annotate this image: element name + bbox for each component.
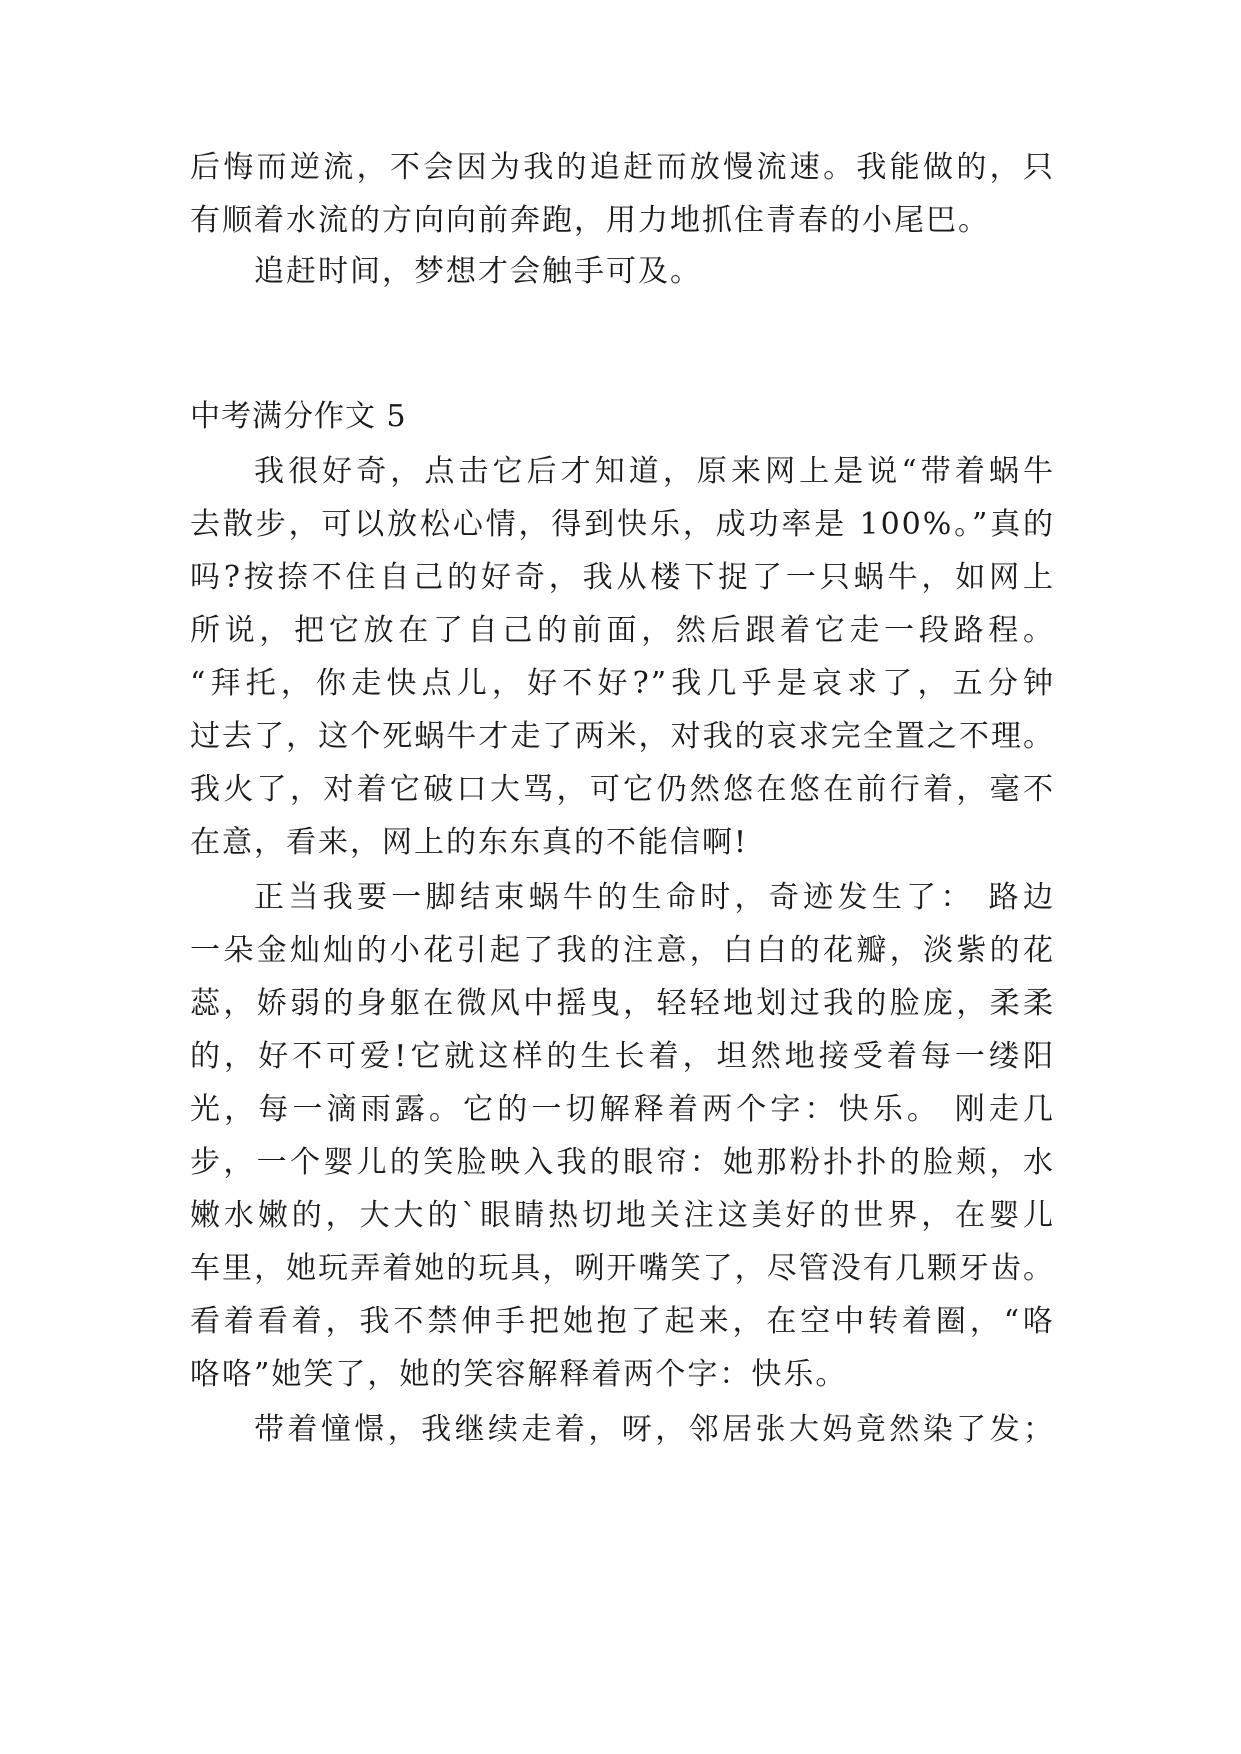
p3-line-1: 带着憧憬，我继续走着，呀，邻居张大妈竟然染了发； <box>254 1412 1055 1447</box>
p2-line-6: 步，一个婴儿的笑脸映入我的眼帘：她那粉扑扑的脸颊，水 <box>190 1145 1055 1180</box>
p1-line-3: 吗?按捺不住自己的好奇，我从楼下捉了一只蜗牛，如网上 <box>190 560 1055 595</box>
intro-line-1: 后悔而逆流，不会因为我的追赶而放慢流速。我能做的，只 <box>190 150 1055 185</box>
p2-line-2: 一朵金灿灿的小花引起了我的注意，白白的花瓣，淡紫的花 <box>190 933 1055 968</box>
p2-line-3: 蕊，娇弱的身躯在微风中摇曳，轻轻地划过我的脸庞，柔柔 <box>190 986 1055 1021</box>
p1-line-6: 过去了，这个死蜗牛才走了两米，对我的哀求完全置之不理。 <box>190 719 1055 754</box>
p2-line-9: 看着看着，我不禁伸手把她抱了起来，在空中转着圈，“咯 <box>190 1304 1055 1339</box>
p2-line-7: 嫩水嫩的，大大的`眼睛热切地关注这美好的世界，在婴儿 <box>190 1198 1055 1233</box>
essay-title: 中考满分作文 5 <box>190 399 407 434</box>
p1-line-4: 所说，把它放在了自己的前面，然后跟着它走一段路程。 <box>190 613 1055 648</box>
intro-line-2: 有顺着水流的方向向前奔跑，用力地抓住青春的小尾巴。 <box>190 203 990 238</box>
p1-line-2: 去散步，可以放松心情，得到快乐，成功率是 100%。”真的 <box>190 507 1055 542</box>
p2-line-4: 的，好不可爱!它就这样的生长着，坦然地接受着每一缕阳 <box>190 1039 1055 1074</box>
p2-line-10: 咯咯”她笑了，她的笑容解释着两个字：快乐。 <box>190 1357 848 1392</box>
p2-line-8: 车里，她玩弄着她的玩具，咧开嘴笑了，尽管没有几颗牙齿。 <box>190 1251 1055 1286</box>
p1-line-5: “拜托，你走快点儿，好不好?”我几乎是哀求了，五分钟 <box>190 666 1055 701</box>
conclusion-line: 追赶时间，梦想才会触手可及。 <box>254 254 702 289</box>
p1-line-1: 我很好奇，点击它后才知道，原来网上是说“带着蜗牛 <box>254 454 1055 489</box>
p1-line-8: 在意，看来，网上的东东真的不能信啊! <box>190 825 749 860</box>
p2-line-5: 光，每一滴雨露。它的一切解释着两个字：快乐。 刚走几 <box>190 1092 1055 1127</box>
p1-line-7: 我火了，对着它破口大骂，可它仍然悠在悠在前行着，毫不 <box>190 772 1055 807</box>
p2-line-1: 正当我要一脚结束蜗牛的生命时，奇迹发生了： 路边 <box>254 880 1055 915</box>
